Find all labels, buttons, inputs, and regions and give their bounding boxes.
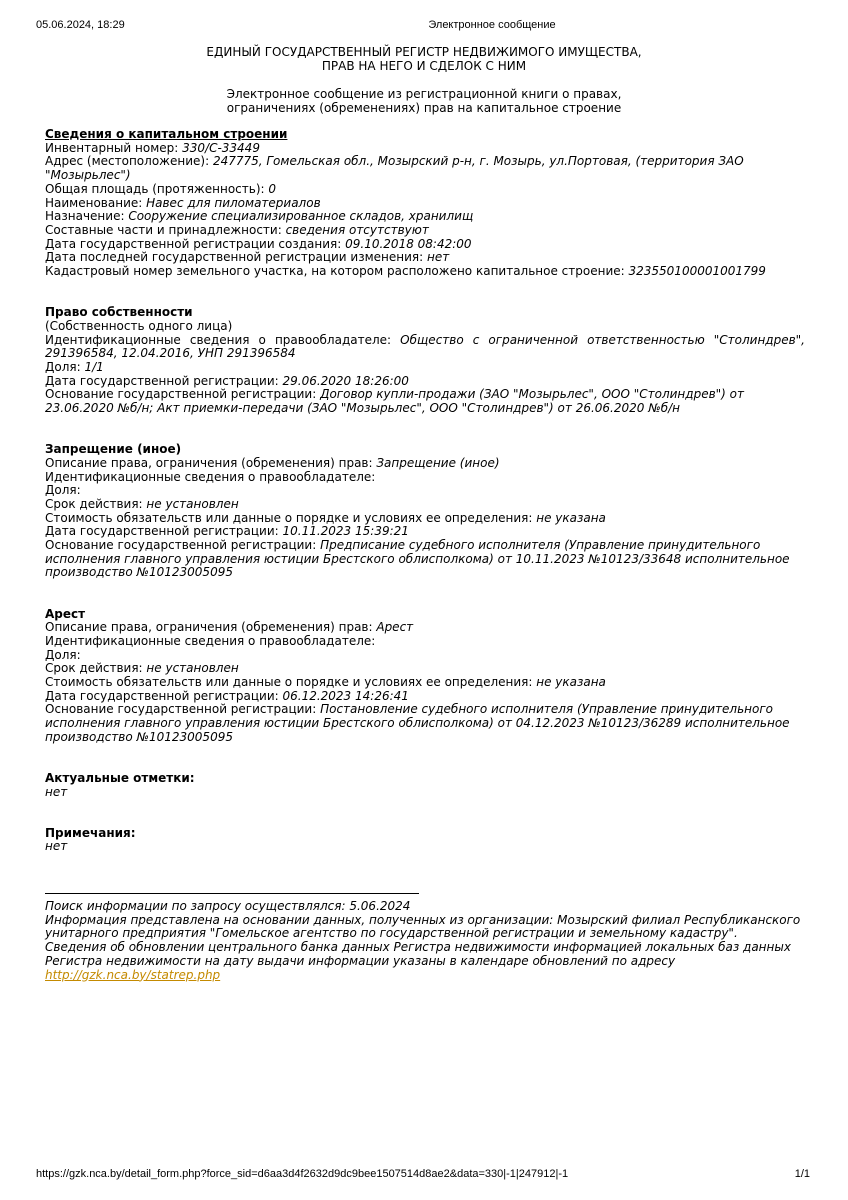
field-label: Доля: xyxy=(45,647,81,662)
document-title-line: ПРАВ НА НЕГО И СДЕЛОК С НИМ xyxy=(321,59,527,73)
document-subtitle-line: ограничениях (обременениях) прав на капитальное строение xyxy=(226,101,622,115)
field-row xyxy=(45,265,805,279)
document-subtitle xyxy=(0,87,848,115)
document-body xyxy=(45,128,805,882)
field-label: Идентификационные сведения о правообладателе: xyxy=(45,633,376,648)
notes-heading: Примечания: xyxy=(45,825,136,840)
field-label: Составные части и принадлежности: xyxy=(45,222,286,237)
field-value: не указана xyxy=(536,510,606,525)
field-label: Дата государственной регистрации: xyxy=(45,524,283,539)
ownership-heading: Право собственности xyxy=(45,305,193,320)
marks-value: нет xyxy=(45,784,68,799)
document-footer xyxy=(45,893,805,982)
field-value: не установлен xyxy=(146,661,239,676)
field-value: Навес для пиломатериалов xyxy=(146,195,321,210)
field-row xyxy=(45,388,805,415)
field-row xyxy=(45,197,805,211)
footer-source-info: Информация представлена на основании данных, полученных из организации: Мозырский филиал Республиканского унитарного предприятия "Гомельское агентство по государственной регистрации и земельному кадастру". xyxy=(45,912,801,941)
document-title-line: ЕДИНЫЙ ГОСУДАРСТВЕННЫЙ РЕГИСТР НЕДВИЖИМОГО ИМУЩЕСТВА, xyxy=(206,45,642,59)
document-title xyxy=(0,45,848,73)
ownership-subheading: (Собственность одного лица) xyxy=(45,318,233,333)
field-label: Стоимость обязательств или данные о порядке и условиях ее определения: xyxy=(45,510,537,525)
field-row xyxy=(45,649,805,663)
field-row xyxy=(45,251,805,265)
field-row xyxy=(45,621,805,635)
field-row xyxy=(45,457,805,471)
notes-section xyxy=(45,827,805,854)
field-row xyxy=(45,210,805,224)
field-row xyxy=(45,471,805,485)
field-label: Дата государственной регистрации создания: xyxy=(45,236,346,251)
field-row xyxy=(45,334,805,361)
building-heading: Сведения о капитальном строении xyxy=(45,127,288,141)
field-value: Предписание судебного исполнителя (Управление принудительного исполнения главного управления юстиции Брестского облисполкома) от 10.11.2023 №10123/33648 исполнительное производство №10123005095 xyxy=(45,538,790,580)
field-label: Дата государственной регистрации: xyxy=(45,373,283,388)
field-row xyxy=(45,525,805,539)
field-value: 247775, Гомельская обл., Мозырский р-н, г. Мозырь, ул.Портовая, (территория ЗАО "Мозырьлес") xyxy=(45,154,744,183)
field-row xyxy=(45,512,805,526)
building-section xyxy=(45,128,805,279)
footer-search-info: Поиск информации по запросу осуществлялся: 5.06.2024 xyxy=(45,899,411,913)
field-value: 06.12.2023 14:26:41 xyxy=(282,688,409,703)
field-label: Стоимость обязательств или данные о порядке и условиях ее определения: xyxy=(45,675,537,690)
field-label: Доля: xyxy=(45,483,81,498)
field-label: Дата последней государственной регистрации изменения: xyxy=(45,250,427,265)
field-row xyxy=(45,238,805,252)
print-footer-url: https://gzk.nca.by/detail_form.php?force_sid=d6aa3d4f2632d9dc9bee1507514d8ae2&data=330|-1|247912|-1 xyxy=(36,1168,569,1180)
field-value: 1/1 xyxy=(84,359,104,374)
field-value: нет xyxy=(426,250,450,265)
prohibition-heading: Запрещение (иное) xyxy=(45,442,182,457)
statrep-link[interactable]: http://gzk.nca.by/statrep.php xyxy=(45,967,221,982)
print-header-datetime: 05.06.2024, 18:29 xyxy=(36,19,125,31)
field-value: 323550100001001799 xyxy=(628,264,766,279)
field-value: 330/C-33449 xyxy=(182,140,260,155)
field-value: 29.06.2020 18:26:00 xyxy=(282,373,409,388)
field-value: 0 xyxy=(268,181,276,196)
field-row xyxy=(45,498,805,512)
field-label: Срок действия: xyxy=(45,496,147,511)
footer-update-info: Сведения об обновлении центрального банка данных Регистра недвижимости информацией локальных баз данных Регистра недвижимости на дату выдачи информации указаны в календаре обновлений по адресу xyxy=(45,940,791,968)
document-subtitle-line: Электронное сообщение из регистрационной книги о правах, xyxy=(226,87,622,101)
field-value: Общество с ограниченной ответственностью "Столиндрев", 291396584, 12.04.2016, УНП 291396584 xyxy=(45,332,805,361)
field-value: 10.11.2023 15:39:21 xyxy=(282,524,409,539)
field-label: Назначение: xyxy=(45,209,129,224)
field-row xyxy=(45,224,805,238)
field-row xyxy=(45,375,805,389)
field-value: Запрещение (иное) xyxy=(376,455,500,470)
field-value: не указана xyxy=(536,675,606,690)
field-label: Основание государственной регистрации: xyxy=(45,387,321,402)
field-label: Инвентарный номер: xyxy=(45,140,183,155)
field-row xyxy=(45,484,805,498)
field-row xyxy=(45,183,805,197)
field-value: Арест xyxy=(376,620,414,635)
field-label: Общая площадь (протяженность): xyxy=(45,181,269,196)
field-label: Доля: xyxy=(45,359,85,374)
field-value: Сооружение специализированное складов, хранилищ xyxy=(128,209,474,224)
field-label: Наименование: xyxy=(45,195,147,210)
footer-link-row xyxy=(45,969,805,983)
field-label: Основание государственной регистрации: xyxy=(45,538,321,553)
print-header-title: Электронное сообщение xyxy=(428,19,556,31)
field-row xyxy=(45,635,805,649)
field-row xyxy=(45,361,805,375)
arrest-section xyxy=(45,608,805,745)
field-value: 09.10.2018 08:42:00 xyxy=(345,236,472,251)
field-row xyxy=(45,662,805,676)
arrest-heading: Арест xyxy=(45,606,86,621)
field-row xyxy=(45,703,805,744)
field-label: Адрес (местоположение): xyxy=(45,154,213,169)
field-label: Описание права, ограничения (обременения) прав: xyxy=(45,620,377,635)
footer-divider xyxy=(45,893,419,894)
field-label: Описание права, ограничения (обременения) прав: xyxy=(45,455,377,470)
field-value: сведения отсутствуют xyxy=(285,222,429,237)
field-row xyxy=(45,676,805,690)
field-label: Дата государственной регистрации: xyxy=(45,688,283,703)
field-value: Постановление судебного исполнителя (Управление принудительного исполнения главного управления юстиции Брестского облисполкома) от 04.12.2023 №10123/36289 исполнительное производство №10123005095 xyxy=(45,702,790,744)
field-row xyxy=(45,142,805,156)
marks-section xyxy=(45,772,805,799)
marks-heading: Актуальные отметки: xyxy=(45,770,195,785)
field-value: не установлен xyxy=(146,496,239,511)
field-row xyxy=(45,155,805,182)
prohibition-section xyxy=(45,443,805,580)
field-label: Основание государственной регистрации: xyxy=(45,702,321,717)
field-value: Договор купли-продажи (ЗАО "Мозырьлес", ООО "Столиндрев") от 23.06.2020 №б/н; Акт приемки-передачи (ЗАО "Мозырьлес", ООО "Столиндрев") от 26.06.2020 №б/н xyxy=(45,387,744,416)
ownership-section xyxy=(45,306,805,416)
notes-value: нет xyxy=(45,839,68,854)
field-label: Идентификационные сведения о правообладателе: xyxy=(45,469,376,484)
field-label: Идентификационные сведения о правообладателе: xyxy=(45,332,401,347)
page-number: 1/1 xyxy=(794,1168,810,1180)
field-row xyxy=(45,539,805,580)
field-label: Срок действия: xyxy=(45,661,147,676)
field-label: Кадастровый номер земельного участка, на котором расположено капитальное строение: xyxy=(45,264,629,279)
field-row xyxy=(45,690,805,704)
